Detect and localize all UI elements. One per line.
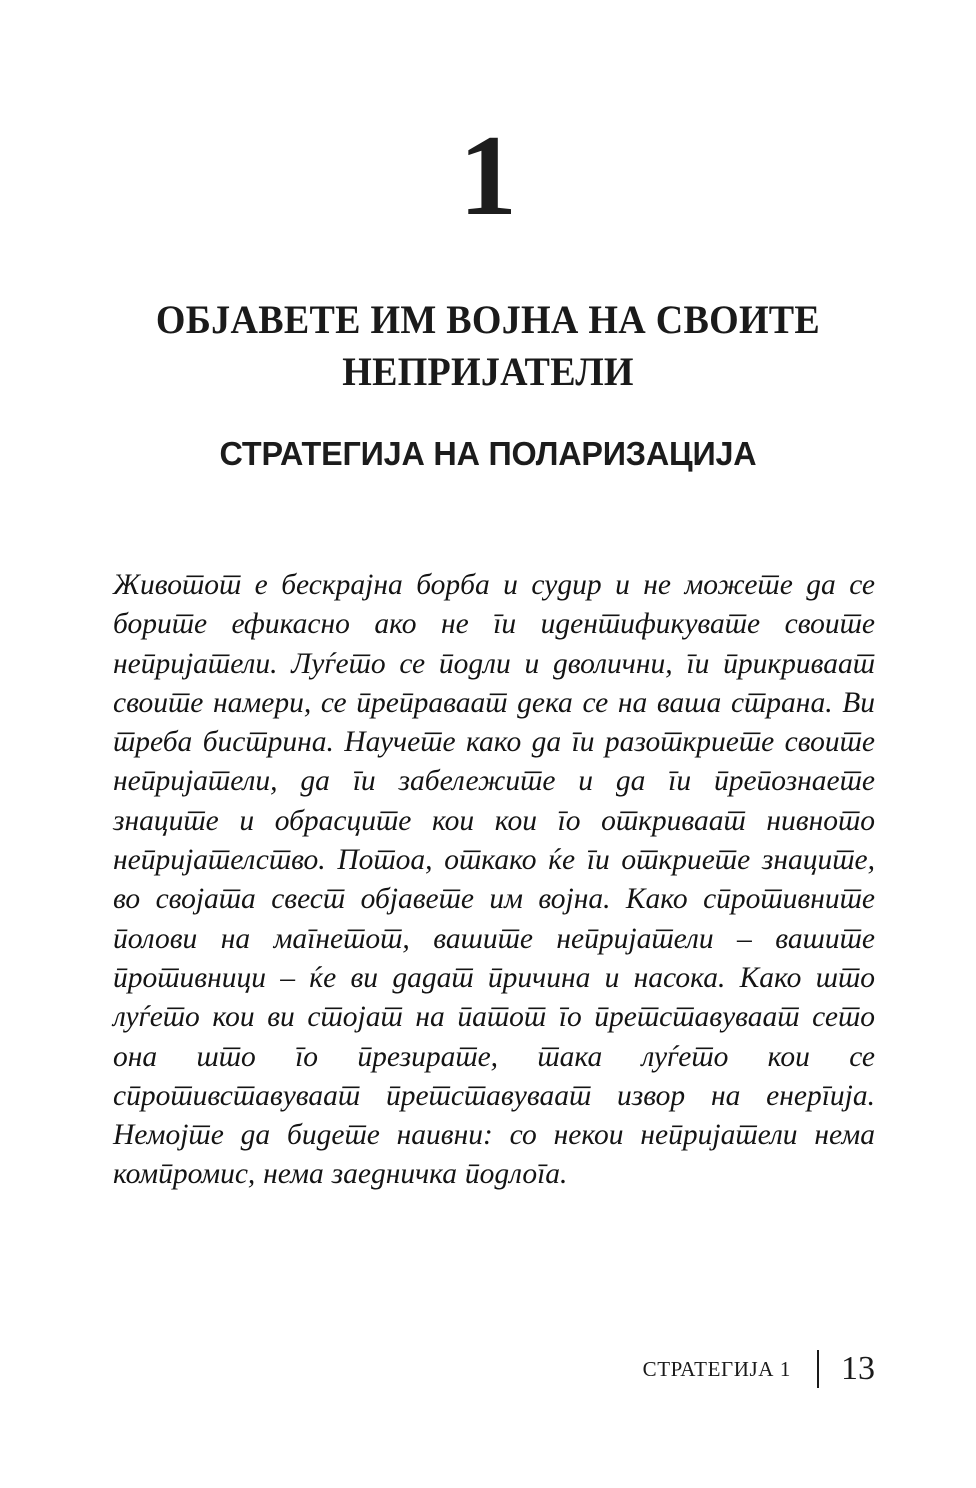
footer-divider — [817, 1350, 819, 1388]
page-footer — [0, 1346, 976, 1392]
chapter-title — [132, 294, 845, 398]
body-paragraph: Животот е бескрајна борба и судир и не можете да се борите ефикасно ако не ги идентификувате своите непријатели. Луѓето се подли и дволични, ги прикриваат своите намери, се преправаат дека се на ваша страна. Ви треба бистрина. Научете како да ги разоткриете своите непријатели, да ги забележите и да ги препознаете знаците и обрасците кои кои го откриваат нивното непријателство. Потоа, откако ќе ги откриете знаците, во својата свест објавете им војна. Како спротивните полови на магнетот, вашите непријатели – вашите противници – ќе ви дадат причина и насока. Како што луѓето кои ви стојат на патот го претставуваат сето она што го презирате, така луѓето кои се спротивставуваат претставуваат извор на енергија. Немојте да бидете наивни: со некои непријатели нема компромис, нема заедничка подлога. — [113, 569, 875, 1191]
chapter-number: 1 — [459, 112, 517, 240]
body-text-block — [113, 566, 875, 1195]
chapter-title-line-1: ОБЈАВЕТЕ ИМ ВОЈНА НА СВОИТЕ — [155, 297, 821, 342]
chapter-title-line-2: НЕПРИЈАТЕЛИ — [342, 349, 634, 394]
footer-running-head: СТРАТЕГИЈА 1 — [642, 1356, 791, 1381]
footer-page-number: 13 — [841, 1350, 875, 1387]
chapter-subtitle: СТРАТЕГИЈА НА ПОЛАРИЗАЦИЈА — [219, 435, 757, 472]
